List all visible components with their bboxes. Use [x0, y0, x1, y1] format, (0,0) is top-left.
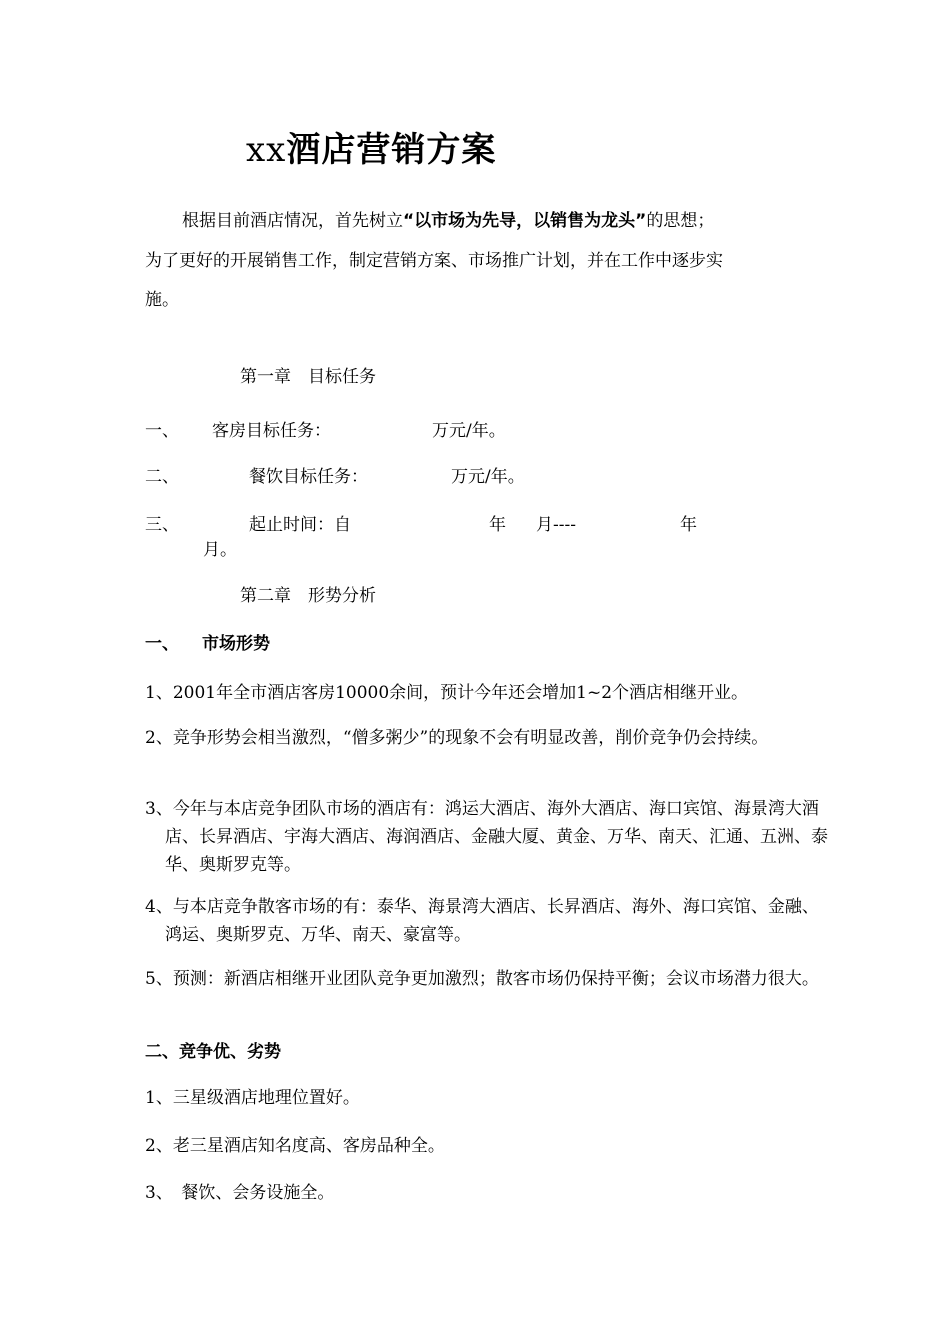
- market-item-1: 1、2001年全市酒店客房10000余间，预计今年还会增加1~2个酒店相继开业。: [145, 683, 749, 703]
- document-title: [246, 126, 496, 174]
- target-num-2: 二、: [145, 467, 179, 487]
- advantage-item-2: 2、老三星酒店知名度高、客房品种全。: [145, 1136, 445, 1156]
- target-label-1: 客房目标任务：: [212, 421, 331, 441]
- period-year-2: 年: [680, 515, 697, 535]
- intro-line-1: [182, 210, 714, 232]
- section-2-heading: 二、竞争优、劣势: [145, 1042, 281, 1062]
- intro-text-b: 的思想；: [646, 211, 715, 231]
- target-num-1: 一、: [145, 421, 179, 441]
- intro-line-3: 施。: [145, 290, 179, 310]
- section-1-title: 市场形势: [202, 634, 270, 654]
- period-label: 起止时间：自: [249, 515, 351, 535]
- intro-line-2: 为了更好的开展销售工作，制定营销方案、市场推广计划，并在工作中逐步实: [145, 251, 723, 271]
- period-month-1: 月----: [536, 515, 576, 535]
- advantage-item-3: 3、 餐饮、会务设施全。: [145, 1183, 335, 1203]
- period-num: 三、: [145, 515, 179, 535]
- intro-text-a: 根据目前酒店情况，首先树立: [182, 211, 403, 231]
- target-label-2: 餐饮目标任务：: [249, 467, 368, 487]
- intro-quote: “以市场为先导，以销售为龙头”: [403, 211, 647, 231]
- market-item-2: 2、竞争形势会相当激烈，“僧多粥少”的现象不会有明显改善，削价竞争仍会持续。: [145, 728, 769, 748]
- chapter-1-heading: 第一章 目标任务: [240, 367, 376, 387]
- market-item-4: 4、与本店竞争散客市场的有：泰华、海景湾大酒店、长昇酒店、海外、海口宾馆、金融、鸿运、奥斯罗克、万华、南天、豪富等。: [145, 897, 819, 945]
- title-prefix: xx: [246, 130, 287, 170]
- period-month-2: 月。: [203, 540, 237, 560]
- target-unit-2: 万元/年。: [451, 467, 525, 487]
- market-item-3: 3、今年与本店竞争团队市场的酒店有：鸿运大酒店、海外大酒店、海口宾馆、海景湾大酒店、长昇酒店、宇海大酒店、海润酒店、金融大厦、黄金、万华、南天、汇通、五洲、泰华、奥斯罗克等。: [145, 799, 828, 875]
- advantage-item-1: 1、三星级酒店地理位置好。: [145, 1088, 360, 1108]
- chapter-2-heading: 第二章 形势分析: [240, 586, 376, 606]
- period-year-1: 年: [489, 515, 506, 535]
- title-main: 酒店营销方案: [286, 130, 497, 170]
- target-unit-1: 万元/年。: [432, 421, 506, 441]
- market-item-5: 5、预测：新酒店相继开业团队竞争更加激烈；散客市场仍保持平衡；会议市场潜力很大。: [145, 969, 819, 989]
- section-1-num: 一、: [145, 634, 179, 654]
